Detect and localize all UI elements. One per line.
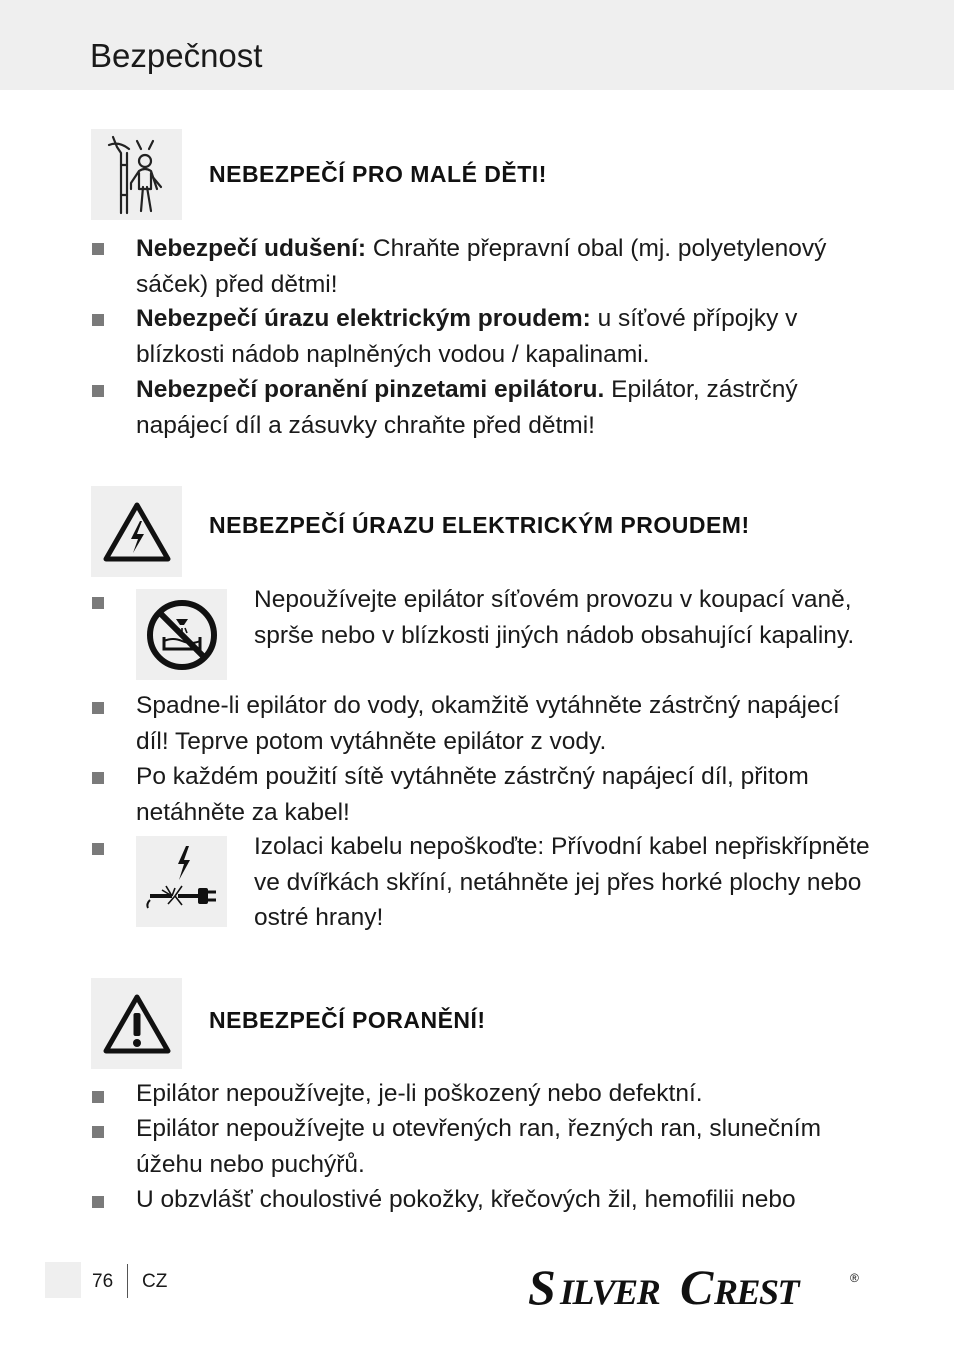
footer-divider — [127, 1264, 128, 1298]
svg-text:®: ® — [850, 1271, 859, 1285]
list-item: Nepoužívejte epilátor síťovém provozu v koupací vaně, sprše nebo v blízkosti jiných nádob obsahující kapaliny. — [254, 586, 855, 649]
list-item: Izolaci kabelu nepoškoďte: Přívodní kabel nepřiskřípněte ve dvířkách skříní, netáhněte jej přes horké plochy nebo ostré hrany! — [254, 833, 870, 931]
bullet — [92, 702, 104, 714]
list-item — [136, 301, 876, 372]
item-bold: Nebezpečí úrazu elektrickým proudem: — [136, 305, 591, 332]
svg-text:ILVER: ILVER — [560, 1272, 660, 1310]
language-code: CZ — [142, 1271, 168, 1292]
item-bold: Nebezpečí poranění pinzetami epilátoru. — [136, 376, 605, 403]
page-number: 76 — [92, 1271, 114, 1292]
child-hazard-icon — [91, 129, 182, 220]
bullet — [92, 314, 104, 326]
silvercrest-logo — [528, 1262, 863, 1310]
bullet — [92, 1091, 104, 1103]
footer-marker — [45, 1262, 81, 1298]
bullet — [92, 1196, 104, 1208]
list-item: Po každém použití sítě vytáhněte zástrčný napájecí díl, přitom netáhněte za kabel! — [136, 763, 809, 826]
section-title-injury: NEBEZPEČÍ PORANĚNÍ! — [209, 1007, 486, 1033]
bullet — [92, 385, 104, 397]
list-item — [136, 372, 876, 443]
list-item: Epilátor nepoužívejte, je-li poškozený nebo defektní. — [136, 1080, 703, 1107]
warning-triangle-icon — [91, 978, 182, 1069]
page-header — [0, 0, 954, 90]
list-item: Spadne-li epilátor do vody, okamžitě vytáhněte zástrčný napájecí díl! Teprve potom vytáhněte epilátor z vody. — [136, 692, 840, 755]
no-water-icon — [136, 589, 227, 680]
section-title-electric: NEBEZPEČÍ ÚRAZU ELEKTRICKÝM PROUDEM! — [209, 512, 750, 538]
svg-text:S: S — [528, 1262, 554, 1310]
item-text: Epilátor, zástrčný napájecí díl a zásuvky chraňte před dětmi! — [136, 376, 798, 439]
bullet — [92, 597, 104, 609]
item-text: u síťové přípojky v blízkosti nádob naplněných vodou / kapalinami. — [136, 305, 798, 368]
svg-text:REST: REST — [714, 1272, 799, 1310]
list-item: Epilátor nepoužívejte u otevřených ran, řezných ran, slunečním úžehu nebo puchýřů. — [136, 1115, 822, 1178]
svg-text:C: C — [680, 1262, 712, 1310]
page-title: Bezpečnost — [90, 37, 263, 74]
damaged-cable-icon — [136, 836, 227, 927]
list-item: U obzvlášť choulostivé pokožky, křečových žil, hemofilii nebo — [136, 1186, 796, 1213]
list-item — [136, 231, 876, 302]
section-title-children: NEBEZPEČÍ PRO MALÉ DĚTI! — [209, 161, 547, 187]
item-bold: Nebezpečí udušení: — [136, 235, 367, 262]
bullet — [92, 1126, 104, 1138]
bullet — [92, 243, 104, 255]
item-text: Chraňte přepravní obal (mj. polyetylenový sáček) před dětmi! — [136, 235, 827, 298]
electric-warning-icon — [91, 486, 182, 577]
bullet — [92, 843, 104, 855]
bullet — [92, 772, 104, 784]
